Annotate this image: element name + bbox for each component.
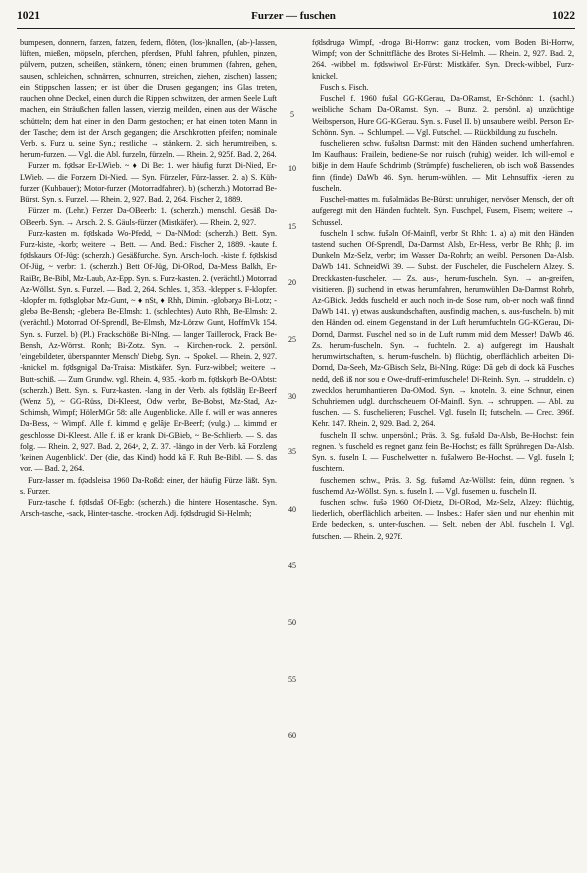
line-number: 30 [288,392,296,401]
line-number: 60 [288,731,296,740]
left-column [20,37,277,519]
dictionary-entry: Furzer m. fọ̄dsər Er-LWieb. ~ ♦ Di Be: 1. wer häufig furzt Di-Nied, Er-LWieb. — die Forzern Di-Nied. — Syn. Fürzeler, Fürz-lasser. 2. a) S. Küh-furzer (Kuhbauer); Motor-furzer (Motorradfahrer). b) (scherzh.) Motorrad Be-Bürst. Syn. s. Furzel. — Rhein. 2, 927. Bad. 2, 264. Fischer 2, 1889. [20,161,277,205]
dictionary-entry: Furz-kasten m. fọ̄dskadə Wo-Pfedd, ~ Da-NMod: (scherzh.) Bett. Syn. Furz-kiste, -korb; weitere → Bett. — And. Bed.: Fischer 2, 1889. -kaute f. fọ̄dskaurs Of-Jüg: (scherzh.) Gesäßfurche. Syn. Arsch-loch. -kiste f. fọ̄dskisd Of-Jüg, ~ verbr: 1. (scherzh.) Bett Of-Jüg, Di-ORod, Da-Mess Balkh, Er-RaiBr, Be-Bibl, Mz-Laub, Az-Epp. Syn. s. Furz-kasten. 2. (verächtl.) Motorrad Az-Wöllst. Syn. s. Furzel. — Bad. 2, 264. Schles. 1, 353. -klepper s. F-klopfer. -klopfer m. fọ̄dsglọbər Mz-Gunt, ~ ♦ nSt, ♦ Rhh, Dimin. -globərχə Bi-Lotz; -glebə Be-Bensh; -gleberə Be-Elmsh: 1. (schlechtes) Auto Rhh, Be-Elmsh: 2. (verächtl.) Motorrad Of-Sprendl, Be-Elmsh, Mz-Lörzw Gunt, HoffmVk 154. Syn. s. Furzel. b) (Pl.) Frackschöße Bi-NIng. — langer Taillerock, Frack Be-Bensh, Az-Wörrst. Ronh; Bi-Zotz. Syn. → Kirchen-rock. 2. persönl. 'eingebildeter, überspannter Mensch' Diebg. Syn. → Spokel. — Rhein. 2, 927. -knickel m. fọ̄dsgnigəl Da-Traisa: Mistkäfer. Syn. Furz-wibbel; weitere → Butt-schiß. — Zum Grundw. vgl. Rhein. 4, 935. -korb m. fọ̄dskọrb Be-OAbtst: (scherzh.) Bett. Syn. s. Furz-kasten. -lang in der Verb. als fọ̄dsläŋ Er-Beerf (Wenz 5), ~ GG-Rüss, Di-Kleest, Odw verbr, Be-Bobst, Mz-Stad, Az-Schimsh, Wimpf; HölerMGr 58: alle Augenblicke. Alle f. will er was anneres Da-Bess, ~ Wimpf. Alle f. kimmd ẹ gelâje Er-Beerf; (vulg.) ... kimmd er geschlosse Di-Kleest. Alle f. iß er krank Di-GBieb, ~ Be-Schlierb. — S. das folg. — Rhein. 2, 927. Bad. 2, 264ᵃ, 2, Z. 37. -längo in der Verb. kā Forzleng 'keinen Augenblick'. Der (die, das Kind) hodd kā F. Ruh Be-Bibl. — S. das vor. — Bad. 2, 264. [20,228,277,474]
dictionary-entry: fuschelieren schw. fušəltsn Darmst: mit den Händen suchend umherfahren. Im Kaufhaus: Frailein, bediene-Se nor ruisch (ruhig) weider. Ich will-emol e bißje in dem Haufe Schdrimb (Strümpfe) fuschelieren, ob isch woß Bassendes finn (finde) DaWb 46. Syn. herum-wühlen. — Mit Lehnsuffix -ieren zu fuscheln. [312,138,574,193]
line-number: 50 [288,618,296,627]
dictionary-entry: Fuschel f. 1960 fušəl GG-KGerau, Da-ORamst, Er-Schönn: 1. (sachl.) weibliche Scham Da-ORamst. Syn. → Bunz. 2. persönl. a) unzüchtige Weibsperson, Hure GG-KGerau. Syn. s. Fusel II. b) unsaubere weibl. Person Er-Schönn. Syn. → Schlumpel. — Vgl. Futschel. — Rückbildung zu fuscheln. [312,94,574,137]
line-number: 55 [288,675,296,684]
line-number: 5 [290,110,294,119]
line-number: 35 [288,447,296,456]
dictionary-entry: fuscheln II schw. unpersönl.; Präs. 3. Sg. fušəld Da-Alsb, Be-Hochst: fein regnen. 's fuscheld es regnet ganz fein Be-Hochst; es fällt Sprühregen Da-Alsb. Syn. s. fuseln I. — Fuschelwetter n. fušəlwero Be-Hochst. — Vgl. fuseln I; fuschtern. [312,430,574,474]
dictionary-entry: fuschemen schw., Präs. 3. Sg. fušəmd Az-Wöllst: fein, dünn regnen. 's fuschemd Az-Wöllst. Syn. s. fuseln I. — Vgl. fusemen u. fuscheln II. [312,475,574,496]
dictionary-entry: fọ̄dsdrugə Wimpf, -drogə Bi-Horrw: ganz trocken, vom Boden Bi-Horrw, Wimpf; von der Schnittfläche des Brotes Si-Helmh. — Rhein. 2, 927. Bad. 2, 264. -wibbel m. fọ̄dswiwol Er-Fürst: Mistkäfer. Syn. Dreck-wibbel, Furz-knickel. [312,38,574,81]
line-number: 45 [288,561,296,570]
page-number-left: 1021 [17,10,40,22]
dictionary-entry: fuschen schw. fušə 1960 Of-Dietz, Di-ORod, Mz-Selz, Alzey: flüchtig, liederlich, oberflächlich arbeiten. — Insbes.: Hafer säen und nur ehenhin mit Erde bedecken, s. unter-fuschen. — Selt. neben der Abl. fuscheln I. Vgl. futschen. — Rhein. 2, 927f. [312,497,574,541]
line-number: 15 [288,222,296,231]
right-column [312,37,574,542]
line-number: 20 [288,278,296,287]
line-number: 10 [288,164,296,173]
dictionary-entry: Furz-lasser m. fọ̄ədsleisə 1960 Da-Roßd: einer, der häufig Fürze läßt. Syn. s. Furzer. [20,475,277,496]
line-number: 25 [288,335,296,344]
running-title: Furzer — fuschen [251,10,336,22]
dictionary-entry: Furz-tasche f. fọ̄dsdaš Of-Egb: (scherzh.) die hintere Hosentasche. Syn. Arsch-tasche, -sack, Hinter-tasche. -trocken Adj. fọ̄dsdrugid Si-Helmh; [20,497,277,519]
line-number: 40 [288,505,296,514]
dictionary-entry: Fuschel-mattes m. fušəlmädəs Be-Bürst: unruhiger, nervöser Mensch, der oft aufgeregt mit den Händen fuchtelt. Syn. Fuschpel, Fusem, Fisem; weitere → Schussel. [312,195,574,227]
header-rule [17,28,575,29]
dictionary-entry: bumpesen, donnern, farzen, fatzen, federn, flöten, (los-)knallen, (ab-)-lassen, lüften, mießen, möpseln, pferchen, pferdsen, Pfuhl fahren, pfuhlen, pinzen, pülvern, putzen, scheißen, stänkern, tönen; einen brummen (fahren, gehen, sausen, schleichen, schnärren, schnurren, streichen, ziehen, zischen) lassen; ein Stippschen lassen; er ist über die Drusen gegangen; ins Glas treten, rauchen ohne Deckel, einen durch die Rippen schwitzen, der armen Seele Luft machen, ein Sträußchen fallen lassen, vierzig meilden, einen aus der Wäsche schütteln; dem hat einer in den Darm gestochen; er hat einen toten Mann in der Tasche; dem ist der Arsch gegangen; die Arschkrotten pfeifen; nominale Verb. s. Furz u. seine Syn.; restliche → stänkern. 2. sich herumtreiben, s. herum-furzen. — Vgl. die Abl. furzeln, fürzeln. — Rhein. 2, 925f. Bad. 2, 264. [20,38,277,160]
dictionary-entry: Fusch s. Fisch. [320,82,369,92]
dictionary-entry: Fürzer m. (Lehr.) Ferzer Da-OBeerb: 1. (scherzh.) menschl. Gesäß Da-OBeerb. Syn. → Arsch. 2. S. Gäuls-fürzer (Mistkäfer). — Rhein. 2, 927. [20,206,277,227]
page-number-right: 1022 [552,10,575,22]
dictionary-entry: fuscheln I schw. fušəln Of-Mainfl, verbr St Rhh: 1. a) a) mit den Händen tastend suchen Of-Sprendl, Da-Darmst Alsb, Er-Hess, verbr Be Rhh; β. im Dunkeln Mz-Selz, verbr; im Wasser Da-Rohrb; an weibl. Personen Da-Alsb. DaWb 141. SchneidWi 39. — Subst. der Fuscheler, die Fuschelern Alzey. S. Dreckkasten-fuscheler. — Zs. aus-, herum-fuscheln. Syn. → an-greifen, visitieren. β) suchend in etwas herumfahren, herumwühlen Da-Darmst Rohrb, Az-GBick. Jedds fuscheld er auch noch in-de Sose rum, ob-er noch waß finnd DaWb 141. γ) etwas auskundschaften, ausfindig machen, s. aus-fuscheln. b) mit den Händen od. einem Gegenstand in der Luft herumfuchteln GG-KGerau, Di-Dornd, Darmst. Fuschel ned so in de Luft rumm mid dem Messer! DaWb 46. Zs. herum-fuscheln. Syn. → fuchteln. 2. a) aufgeregt im Haushalt herumwirtschaften, s. herum-fuscheln. b) flüchtig, oberflächlich arbeiten Di-Dornd, Da-Seeh, Mz-GBisch Selz, Bi-NIng. Rüge: Dā geb di dock kā Fusches nedd, deß iß nor sou e Owe-druff-erimfuschele! Di-Reinh. Syn. → struddeln. c) zwecklos herumhantieren Da-OMod. Syn. → knoteln. 3. eine Schnur, einen Schuhriemen udgl. durchscheuern Of-Mainfl. Syn. → schruppen. — Abl. zu fuschen. — S. fuschelieren; Fuschel. Vgl. fuseln II; futscheln. — Crec. 396f. Kehr. 147. Rhein. 2, 929. Bad. 2, 264. [312,228,574,429]
